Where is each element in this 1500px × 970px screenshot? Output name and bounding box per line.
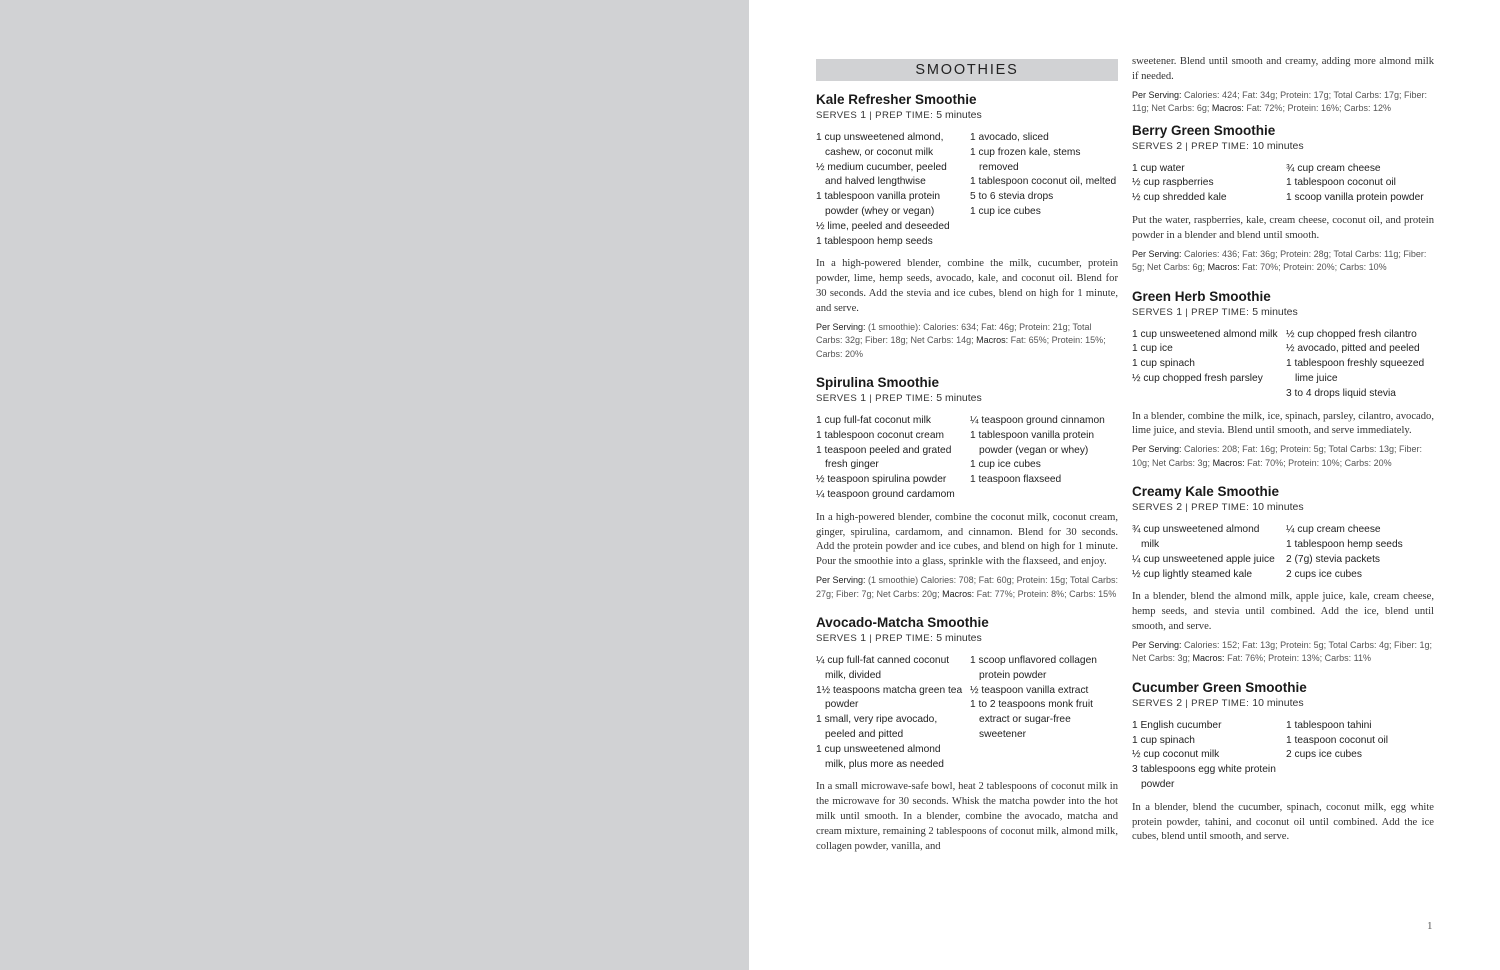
ingredient-item: 1 tablespoon tahini	[1286, 719, 1372, 731]
recipe-block	[1132, 483, 1434, 666]
ingredient-item: 1 tablespoon vanilla protein powder (whey or vegan)	[816, 191, 941, 217]
prep-time-value: 5 minutes	[936, 392, 982, 405]
nutrition-values: Calories: 208; Fat: 16g; Protein: 5g; Total Carbs: 13g; Fiber: 10g; Net Carbs: 3g;	[1132, 444, 1423, 468]
meta-separator: |	[1185, 140, 1189, 152]
serves-value: 1	[1176, 305, 1183, 318]
ingredient-item: 1 tablespoon coconut cream	[816, 429, 944, 441]
ingredient-list	[1132, 523, 1434, 582]
macros-values: Fat: 76%; Protein: 13%; Carbs: 11%	[1227, 653, 1371, 664]
macros-values: Fat: 77%; Protein: 8%; Carbs: 15%	[976, 588, 1117, 599]
per-serving-label: Per Serving:	[1132, 248, 1182, 259]
ingredient-column	[1286, 162, 1434, 206]
meta-separator: |	[869, 110, 873, 121]
nutrition-values: Calories: 152; Fat: 13g; Protein: 5g; Total Carbs: 4g; Fiber: 1g; Net Carbs: 3g;	[1132, 639, 1433, 664]
recipe-title: Berry Green Smoothie	[1132, 122, 1276, 138]
ingredient-item: 1 tablespoon hemp seeds	[816, 235, 933, 247]
recipe-meta	[816, 108, 1118, 123]
meta-separator: |	[869, 633, 873, 645]
recipe-instructions: In a high-powered blender, combine the milk, cucumber, protein powder, lime, hemp seeds, avocado, kale, and coconut oil. Blend for 30 seconds. Add the stevia and ice cubes, blend on high for 1 minute, and serve.	[816, 258, 1118, 314]
ingredient-item: 1 tablespoon freshly squeezed lime juice	[1286, 358, 1425, 384]
prep-time-label: PREP TIME:	[1191, 306, 1250, 318]
meta-separator: |	[869, 393, 873, 405]
ingredient-list	[816, 414, 1118, 503]
ingredient-list	[1132, 162, 1434, 206]
ingredient-list	[816, 654, 1118, 772]
ingredient-column	[816, 131, 964, 249]
recipe-title: Green Herb Smoothie	[1132, 288, 1271, 304]
ingredient-item: 1 cup water	[1132, 162, 1185, 174]
ingredient-item: 1 tablespoon coconut oil, melted	[970, 176, 1117, 188]
ingredient-item: ½ medium cucumber, peeled and halved lengthwise	[816, 161, 947, 188]
section-header: SMOOTHIES	[816, 59, 1118, 81]
recipe-title: Creamy Kale Smoothie	[1132, 484, 1280, 500]
nutrition-values: (1 smoothie) Calories: 708; Fat: 60g; Protein: 15g; Total Carbs: 27g; Fiber: 7g; Net Carbs: 20g;	[816, 575, 1119, 599]
ingredient-column	[816, 654, 964, 772]
recipe-block	[1132, 122, 1434, 275]
ingredient-item: 1 cup unsweetened almond, cashew, or coconut milk	[816, 132, 944, 158]
continued-nutrition	[1132, 89, 1434, 116]
ingredient-item: 2 cups ice cubes	[1286, 568, 1362, 580]
nutrition-info	[816, 321, 1118, 362]
nutrition-info	[1132, 443, 1434, 470]
serves-label: SERVES	[1132, 697, 1174, 709]
serves-value: 2	[1176, 696, 1183, 709]
continued-instructions: sweetener. Blend until smooth and creamy, adding more almond milk if needed.	[1132, 56, 1434, 82]
ingredient-item: 1 English cucumber	[1132, 719, 1222, 731]
ingredient-column	[816, 414, 964, 503]
ingredient-item: ½ cup lightly steamed kale	[1132, 568, 1253, 580]
ingredient-item: ½ cup chopped fresh cilantro	[1286, 328, 1417, 340]
ingredient-item: 1 cup spinach	[1132, 734, 1195, 746]
ingredient-item: 1 tablespoon coconut oil	[1286, 177, 1396, 189]
prep-time-label: PREP TIME:	[875, 393, 934, 405]
ingredient-item: 1 cup ice cubes	[970, 459, 1041, 471]
recipe-title: Kale Refresher Smoothie	[816, 92, 977, 107]
ingredient-item: 1 teaspoon coconut oil	[1286, 734, 1388, 746]
ingredient-item: 1 teaspoon peeled and grated fresh ginger	[816, 444, 952, 471]
prep-time-label: PREP TIME:	[1191, 140, 1250, 152]
meta-separator: |	[1185, 697, 1189, 709]
ingredient-item: 1 tablespoon hemp seeds	[1286, 538, 1403, 550]
ingredient-item: 3 tablespoons egg white protein powder	[1132, 764, 1276, 790]
prep-time-value: 5 minutes	[936, 109, 982, 121]
nutrition-info	[1132, 639, 1434, 666]
recipe-title: Cucumber Green Smoothie	[1132, 679, 1307, 695]
macros-label: Macros:	[1211, 103, 1244, 114]
serves-value: 1	[860, 392, 867, 405]
ingredient-column	[1132, 719, 1280, 793]
nutrition-values: (1 smoothie): Calories: 634; Fat: 46g; Protein: 21g; Total Carbs: 32g; Fiber: 18g; Net Carbs: 14g;	[816, 321, 1092, 346]
macros-values: Fat: 70%; Protein: 10%; Carbs: 20%	[1247, 457, 1392, 468]
ingredient-item: ½ cup coconut milk	[1132, 749, 1220, 761]
recipe-meta	[816, 631, 1118, 646]
ingredient-column	[1132, 523, 1280, 582]
prep-time-value: 5 minutes	[936, 632, 982, 645]
ingredient-list	[1132, 719, 1434, 793]
ingredient-item: ½ teaspoon spirulina powder	[816, 474, 947, 486]
ingredient-item: ½ teaspoon vanilla extract	[970, 684, 1089, 696]
macros-label: Macros:	[1212, 457, 1245, 468]
recipe-block	[1132, 679, 1434, 845]
prep-time-value: 10 minutes	[1252, 696, 1304, 709]
recipe-meta	[1132, 696, 1434, 711]
per-serving-label: Per Serving:	[1132, 89, 1182, 100]
ingredient-item: 1 to 2 teaspoons monk fruit extract or sugar-free sweetener	[970, 699, 1093, 741]
prep-time-label: PREP TIME:	[875, 633, 934, 645]
ingredient-item: ¼ cup cream cheese	[1286, 524, 1381, 536]
ingredient-column	[1286, 523, 1434, 582]
serves-label: SERVES	[1132, 306, 1174, 318]
ingredient-item: ¼ teaspoon ground cardamom	[816, 489, 955, 501]
nutrition-info	[816, 574, 1118, 601]
per-serving-label: Per Serving:	[1132, 444, 1182, 455]
ingredient-item: ¾ cup cream cheese	[1286, 162, 1381, 174]
prep-time-label: PREP TIME:	[875, 110, 934, 121]
recipe-instructions: In a blender, combine the milk, ice, spinach, parsley, cilantro, avocado, lime juice, and stevia. Blend until smooth, and serve immediately.	[1132, 410, 1434, 437]
recipe-block	[1132, 288, 1434, 471]
ingredient-column	[970, 654, 1118, 772]
ingredient-item: 1 cup unsweetened almond milk, plus more as needed	[816, 743, 944, 770]
prep-time-value: 5 minutes	[1252, 305, 1298, 318]
ingredient-item: ¼ cup unsweetened apple juice	[1132, 553, 1275, 565]
recipe-meta	[1132, 305, 1434, 320]
serves-label: SERVES	[816, 633, 858, 645]
ingredient-item: ½ cup shredded kale	[1132, 192, 1227, 204]
recipe-title: Avocado-Matcha Smoothie	[816, 615, 989, 631]
macros-values: Fat: 65%; Protein: 15%; Carbs: 20%	[816, 335, 1106, 359]
ingredient-item: ½ cup chopped fresh parsley	[1132, 372, 1263, 384]
ingredient-item: ½ cup raspberries	[1132, 177, 1214, 189]
ingredient-item: 1 cup spinach	[1132, 358, 1195, 370]
ingredient-column	[1286, 719, 1434, 793]
serves-label: SERVES	[816, 393, 858, 405]
recipe-instructions: In a blender, blend the almond milk, apple juice, kale, cream cheese, hemp seeds, and stevia until combined. Add the ice, blend until smooth, and serve.	[1132, 591, 1434, 632]
ingredient-list	[816, 131, 1118, 249]
ingredient-column	[1286, 328, 1434, 402]
ingredient-column	[1132, 328, 1280, 402]
ingredient-item: 2 (7g) stevia packets	[1286, 553, 1381, 565]
ingredient-item: 1 cup unsweetened almond milk	[1132, 328, 1278, 340]
recipe-meta	[816, 391, 1118, 406]
ingredient-list	[1132, 328, 1434, 402]
ingredient-item: ¾ cup unsweetened almond milk	[1132, 524, 1260, 550]
ingredient-item: 1½ teaspoons matcha green tea powder	[816, 684, 963, 711]
ingredient-item: 1 tablespoon vanilla protein powder (vegan or whey)	[970, 429, 1095, 456]
recipe-title: Spirulina Smoothie	[816, 375, 940, 391]
ingredient-item: ¼ teaspoon ground cinnamon	[970, 415, 1105, 427]
macros-label: Macros:	[1192, 653, 1225, 664]
ingredient-item: 1 small, very ripe avocado, peeled and pitted	[816, 714, 938, 741]
nutrition-values: Calories: 424; Fat: 34g; Protein: 17g; Total Carbs: 17g; Fiber: 11g; Net Carbs: 6g;	[1132, 89, 1428, 114]
ingredient-item: ½ lime, peeled and deseeded	[816, 220, 950, 232]
macros-label: Macros:	[1207, 262, 1240, 273]
serves-value: 2	[1176, 139, 1183, 152]
recipe-instructions: In a small microwave-safe bowl, heat 2 tablespoons of coconut milk in the microwave for 30 seconds. Whisk the matcha powder into the hot milk until smooth. In a blender, combine the avocado, matcha and cream mixture, remaining 2 tablespoons of coconut milk, almond milk, collagen powder, vanilla, and	[816, 781, 1118, 852]
left-column	[816, 55, 1118, 867]
recipe-meta	[1132, 500, 1434, 515]
prep-time-label: PREP TIME:	[1191, 502, 1250, 514]
per-serving-label: Per Serving:	[1132, 639, 1182, 650]
serves-value: 1	[860, 109, 867, 121]
recipe-instructions: Put the water, raspberries, kale, cream cheese, coconut oil, and protein powder in a blender and blend until smooth.	[1132, 214, 1434, 241]
recipe-block	[816, 91, 1118, 361]
recipe-block	[816, 374, 1118, 601]
prep-time-value: 10 minutes	[1252, 139, 1304, 152]
recipe-meta	[1132, 139, 1434, 154]
per-serving-label: Per Serving:	[816, 575, 866, 586]
ingredient-item: ¼ cup full-fat canned coconut milk, divided	[816, 655, 950, 681]
serves-label: SERVES	[816, 110, 858, 121]
ingredient-item: 1 cup full-fat coconut milk	[816, 415, 931, 427]
page-number: 1	[1427, 920, 1433, 932]
meta-separator: |	[1185, 306, 1189, 318]
ingredient-column	[970, 131, 1118, 249]
macros-label: Macros:	[976, 335, 1009, 346]
meta-separator: |	[1185, 502, 1189, 514]
ingredient-item: 1 scoop vanilla protein powder	[1286, 192, 1424, 204]
ingredient-item: 1 scoop unflavored collagen protein powder	[970, 655, 1097, 681]
ingredient-item: 2 cups ice cubes	[1286, 749, 1362, 761]
ingredient-column	[1132, 162, 1280, 206]
right-column	[1132, 55, 1434, 858]
macros-values: Fat: 72%; Protein: 16%; Carbs: 12%	[1246, 103, 1391, 114]
per-serving-label: Per Serving:	[816, 321, 866, 332]
serves-value: 2	[1176, 501, 1183, 514]
serves-value: 1	[860, 632, 867, 645]
serves-label: SERVES	[1132, 140, 1174, 152]
ingredient-item: 1 teaspoon flaxseed	[970, 474, 1062, 486]
ingredient-item: 1 cup ice	[1132, 343, 1173, 355]
continued-recipe	[1132, 55, 1434, 116]
serves-label: SERVES	[1132, 502, 1174, 514]
nutrition-info	[1132, 248, 1434, 275]
ingredient-item: 3 to 4 drops liquid stevia	[1286, 387, 1396, 399]
ingredient-item: 1 avocado, sliced	[970, 132, 1049, 143]
recipe-instructions: In a blender, blend the cucumber, spinach, coconut milk, egg white protein powder, tahini, and coconut oil until combined. Add the ice cubes, blend until smooth, and serve.	[1132, 801, 1434, 843]
ingredient-column	[970, 414, 1118, 503]
macros-values: Fat: 70%; Protein: 20%; Carbs: 10%	[1242, 262, 1387, 273]
prep-time-label: PREP TIME:	[1191, 697, 1250, 709]
ingredient-item: 1 cup frozen kale, stems removed	[970, 146, 1081, 173]
ingredient-item: 1 cup ice cubes	[970, 205, 1041, 217]
ingredient-item: 5 to 6 stevia drops	[970, 191, 1054, 203]
prep-time-value: 10 minutes	[1252, 501, 1304, 514]
left-page-blank	[0, 0, 749, 970]
recipe-instructions: In a high-powered blender, combine the coconut milk, coconut cream, ginger, spirulina, cardamom, and cinnamon. Blend for 30 seconds. Add the protein powder and ice cubes, and blend on high for 1 minute. Pour the smoothie into a glass, sprinkle with the flaxseed, and enjoy.	[816, 511, 1118, 568]
macros-label: Macros:	[942, 588, 975, 599]
nutrition-values: Calories: 436; Fat: 36g; Protein: 28g; Total Carbs: 11g; Fiber: 5g; Net Carbs: 6g;	[1132, 248, 1427, 273]
ingredient-item: ½ avocado, pitted and peeled	[1286, 343, 1420, 355]
recipe-block	[816, 614, 1118, 854]
